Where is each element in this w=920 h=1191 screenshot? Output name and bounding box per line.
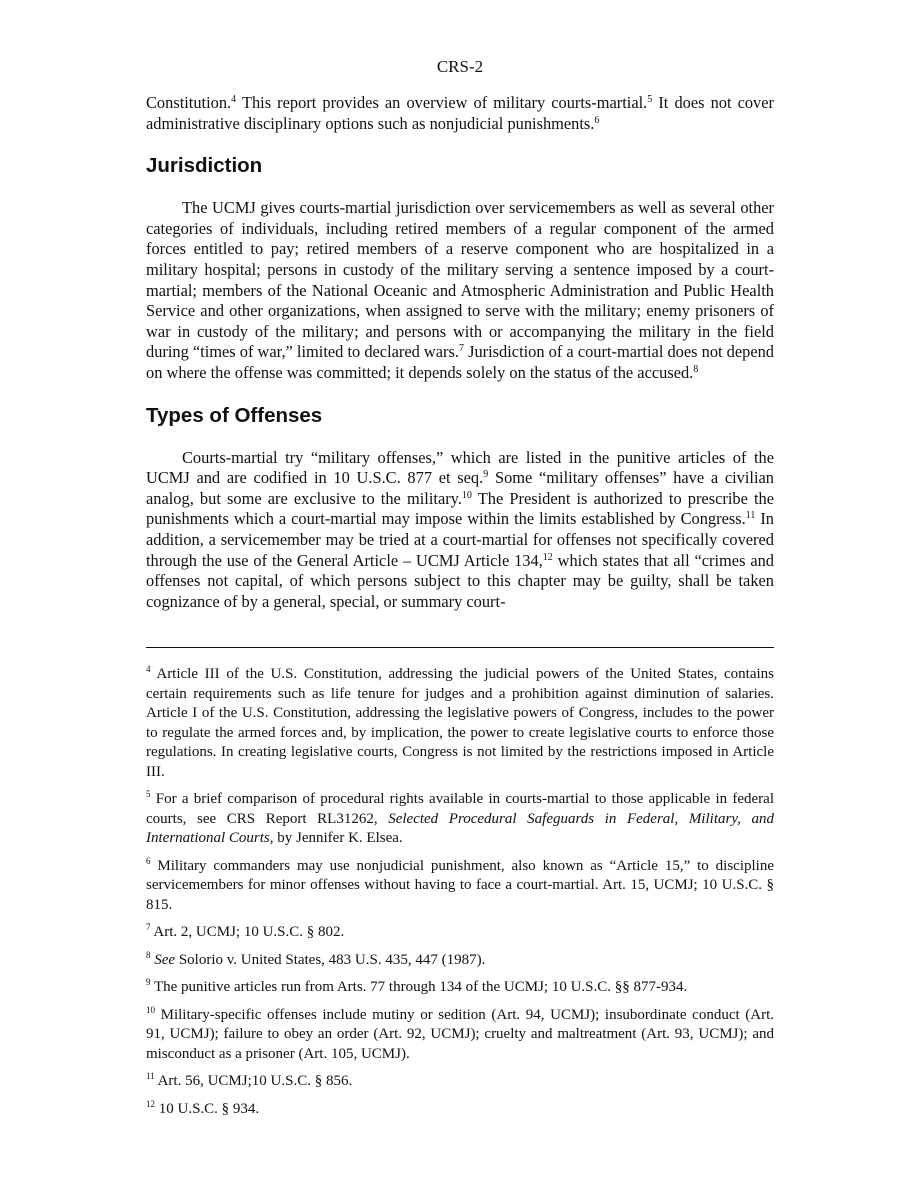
footnote-10: $^{10}$ Military-specific offenses include mutiny or sedition (Art. 94, UCMJ); insubordinate conduct (Art. 91, UCMJ); failure to obey an order (Art. 92, UCMJ); cruelty and maltreatment (Art. 93, UCMJ); and misconduct as a prisoner (Art. 105, UCMJ). <box>146 1004 774 1062</box>
types-of-offenses-heading: Types of Offenses <box>146 403 323 427</box>
footnote-ref-9[interactable]: 9 <box>483 469 489 481</box>
footnote-6: $^6$ Military commanders may use nonjudicial punishment, also known as “Article 15,” to discipline servicemembers for minor offenses without having to face a court-martial. Art. 15, UCMJ; 10 U.S.C. § 815. <box>146 855 774 913</box>
jurisdiction-paragraph: The UCMJ gives courts-martial jurisdiction over servicemembers as well as several other categories of individuals, including retired members of a regular component of the armed forces entitled to pay; retired members of a reserve component who are hospitalized in a military hospital; persons in custody of the military serving a sentence imposed by a court-martial; members of the National Oceanic and Atmospheric Administration and Public Health Service and other organizations, when assigned to serve with the military; enemy prisoners of war in custody of the military; and persons with or accompanying the military in the field during “times of war,” limited to declared wars.$^7$ Jurisdiction of a court-martial does not depend on where the offense was committed; it depends solely on the status of the accused.$^8$ <box>146 198 774 382</box>
jurisdiction-heading: Jurisdiction <box>146 154 263 178</box>
footnote-9: $^9$ The punitive articles run from Arts. 77 through 134 of the UCMJ; 10 U.S.C. §§ 877-934. <box>146 977 688 995</box>
footnote-ref-10[interactable]: 10 <box>461 489 472 501</box>
footnote-ref-12[interactable]: 12 <box>542 551 553 563</box>
footnote-ref-7[interactable]: 7 <box>458 343 464 355</box>
footnotes <box>146 665 774 1127</box>
footnote-ref-4[interactable]: 4 <box>231 94 237 105</box>
footnote-12: $^{12}$ 10 U.S.C. § 934. <box>146 1098 260 1117</box>
footnote-11: $^{11}$ Art. 56, UCMJ;10 U.S.C. § 856. <box>146 1071 353 1089</box>
footnote-ref-5[interactable]: 5 <box>647 94 653 105</box>
intro-paragraph: Constitution.$^4$ This report provides an overview of military courts-martial.$^5$ It does not cover administrative disciplinary options such as nonjudicial punishments.$^6$ <box>146 93 774 133</box>
footnote-separator <box>146 647 774 648</box>
footnote-8: $^8$ See Solorio v. United States, 483 U.S. 435, 447 (1987). <box>146 949 486 968</box>
footnote-ref-11[interactable]: 11 <box>745 510 756 522</box>
footnote-4: $^4$ Article III of the U.S. Constitution, addressing the judicial powers of the United States, contains certain requirements such as life tenure for judges and a prohibition against diminution of salaries. Article I of the U.S. Constitution, addressing the legislative powers of Congress, includes to the power to regulate the armed forces and, by implication, the power to create legislative courts to enforce those regulations. In creating legislative courts, Congress is not limited by the restrictions imposed in Article III. <box>146 664 774 780</box>
offenses-paragraph: Courts-martial try “military offenses,” which are listed in the punitive articles of the UCMJ and are codified in 10 U.S.C. 877 et seq.$^9$ Some “military offenses” have a civilian analog, but some are exclusive to the military.$^{10}$ The President is authorized to prescribe the punishments which a court-martial may impose within the limits established by Congress.$^{11}$ In addition, a servicemember may be tried at a court-martial for offenses not specifically covered through the use of the General Article – UCMJ Article 134,12 which states that all “crimes and offenses not capital, of which persons subject to this chapter may be guilty, shall be taken cognizance of by a general, special, or summary court- <box>146 447 775 611</box>
footnote-ref-6[interactable]: 6 <box>594 114 600 126</box>
footnote-7: $^7$ Art. 2, UCMJ; 10 U.S.C. § 802. <box>146 922 345 940</box>
body-text <box>146 93 774 612</box>
page-number: CRS-2 <box>436 57 484 76</box>
footnote-5: $^5$ For a brief comparison of procedural rights available in courts-martial to those applicable in federal courts, see CRS Report RL31262, Selected Procedural Safeguards in Federal, Military, and International Courts, by Jennifer K. Elsea. <box>146 789 775 846</box>
footnote-ref-8[interactable]: 8 <box>693 363 699 375</box>
